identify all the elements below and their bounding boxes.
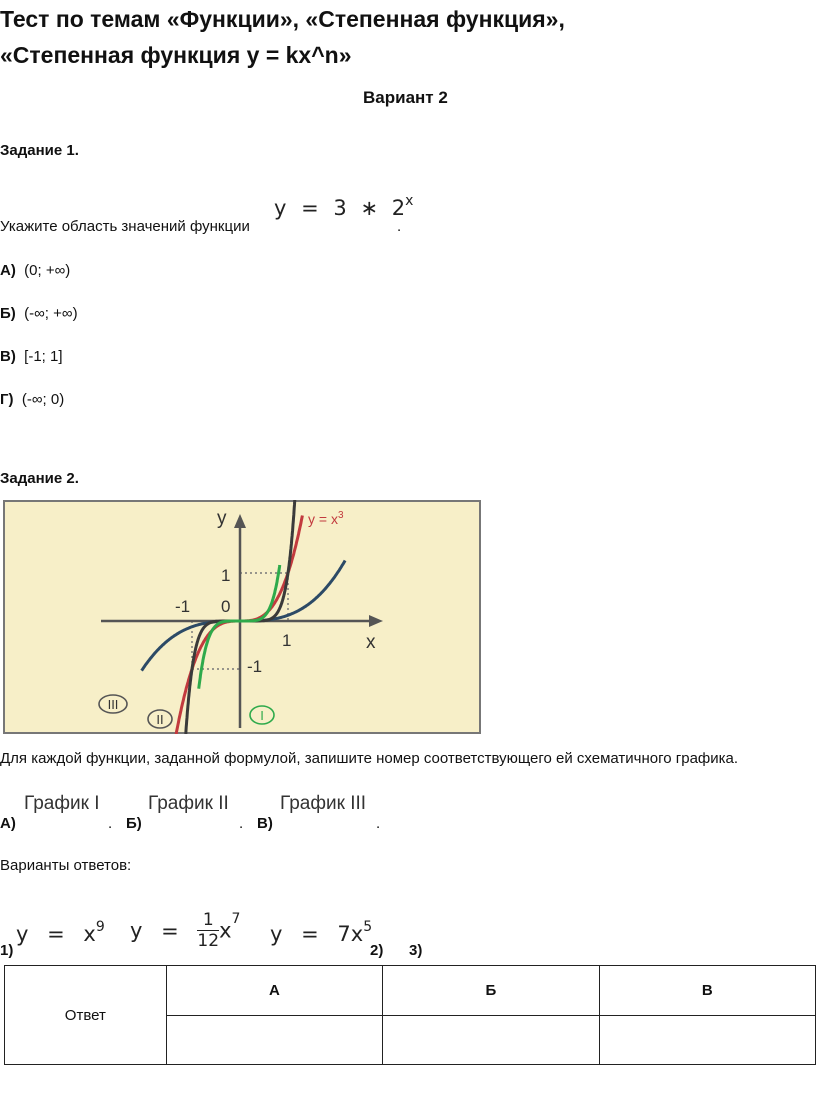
answer-cell-b[interactable] bbox=[383, 1015, 599, 1065]
option-a[interactable] bbox=[0, 262, 70, 279]
option-v-letter: В) bbox=[0, 348, 16, 365]
tick-one-x: 1 bbox=[282, 631, 292, 650]
task1-heading: Задание 1. bbox=[0, 142, 79, 159]
task2-heading: Задание 2. bbox=[0, 470, 79, 487]
answer2-number: 2) bbox=[370, 942, 384, 959]
match-b-dot: . bbox=[239, 815, 244, 832]
answer2-fraction bbox=[197, 910, 219, 951]
marker-i-label: I bbox=[260, 708, 264, 723]
option-g-text: (-∞; 0) bbox=[21, 391, 65, 408]
answer1-eq: = bbox=[47, 922, 65, 946]
task1-formula bbox=[274, 193, 414, 220]
answer1-number: 1) bbox=[0, 942, 14, 959]
answer1-exp: 9 bbox=[95, 919, 105, 935]
formula-op: ∗ bbox=[360, 196, 379, 220]
graph-background bbox=[4, 501, 480, 733]
curve-label-text: y = x bbox=[308, 511, 338, 527]
answer3-y: y bbox=[270, 922, 283, 946]
x-axis-label: x bbox=[366, 632, 376, 653]
answer2-denominator: 12 bbox=[197, 931, 220, 951]
answer2-eq: = bbox=[161, 918, 179, 943]
option-v-text: [-1; 1] bbox=[24, 348, 63, 365]
option-a-text: (0; +∞) bbox=[24, 262, 71, 279]
option-a-letter: А) bbox=[0, 262, 16, 279]
answer-header-a: А bbox=[166, 966, 382, 1016]
answer-cell-a[interactable] bbox=[166, 1015, 382, 1065]
formula-base: 2 bbox=[391, 196, 406, 220]
match-a-dot: . bbox=[108, 815, 113, 832]
answers-label: Варианты ответов: bbox=[0, 857, 132, 874]
match-v-graph: График III bbox=[280, 793, 367, 814]
answer2-y: y bbox=[130, 918, 143, 943]
page-title-line-1: Тест по темам «Функции», «Степенная функция», bbox=[0, 6, 565, 32]
answer2-exp: 7 bbox=[231, 910, 241, 927]
marker-iii-label: III bbox=[107, 697, 119, 712]
match-v-letter: В) bbox=[257, 815, 273, 832]
formula-y: y bbox=[274, 196, 287, 220]
tick-minus-one-y: -1 bbox=[247, 657, 263, 676]
answer3-exp: 5 bbox=[363, 919, 373, 935]
option-g-letter: Г) bbox=[0, 391, 14, 408]
option-b[interactable] bbox=[0, 305, 78, 322]
answer2-numerator: 1 bbox=[197, 910, 219, 931]
answer1-formula bbox=[16, 919, 105, 946]
option-g[interactable] bbox=[0, 391, 64, 408]
formula-exp: x bbox=[405, 193, 414, 209]
answer1-base: x bbox=[83, 922, 96, 946]
option-b-letter: Б) bbox=[0, 305, 16, 322]
answer3-eq: = bbox=[301, 922, 319, 946]
answer-header-v: В bbox=[599, 966, 815, 1016]
option-v[interactable] bbox=[0, 348, 63, 365]
task1-dot: . bbox=[397, 218, 402, 235]
match-b-graph: График II bbox=[148, 793, 229, 814]
option-b-text: (-∞; +∞) bbox=[24, 305, 78, 322]
variant-label: Вариант 2 bbox=[363, 88, 448, 107]
task1-question: Укажите область значений функции bbox=[0, 218, 250, 235]
curve-label-exp: 3 bbox=[337, 510, 344, 521]
tick-one-y: 1 bbox=[221, 566, 231, 585]
answer2-formula bbox=[130, 910, 240, 951]
answer-cell-v[interactable] bbox=[599, 1015, 815, 1065]
answer1-y: y bbox=[16, 922, 29, 946]
answer2-base: x bbox=[219, 918, 232, 943]
y-axis-label: y bbox=[217, 508, 227, 529]
answer3-formula bbox=[270, 919, 373, 946]
match-a-graph: График I bbox=[24, 793, 100, 814]
formula-coef: 3 bbox=[333, 196, 347, 220]
marker-ii-label: II bbox=[156, 712, 164, 727]
match-b-letter: Б) bbox=[126, 815, 142, 832]
task2-instruction: Для каждой функции, заданной формулой, запишите номер соответствующего ей схематичного графика. bbox=[0, 750, 739, 767]
answer-header-b: Б bbox=[383, 966, 599, 1016]
tick-minus-one-x: -1 bbox=[175, 597, 191, 616]
answer-row-label: Ответ bbox=[5, 966, 167, 1065]
answer-table bbox=[4, 965, 816, 1065]
answer3-coef: 7x bbox=[337, 922, 364, 946]
match-v-dot: . bbox=[376, 815, 381, 832]
formula-eq: = bbox=[301, 196, 319, 220]
origin-label: 0 bbox=[221, 597, 231, 616]
match-a-letter: А) bbox=[0, 815, 16, 832]
function-graphs-figure bbox=[3, 500, 481, 734]
page-title-line-2: «Степенная функция y = kx^n» bbox=[0, 42, 352, 68]
answer3-number: 3) bbox=[409, 942, 423, 959]
